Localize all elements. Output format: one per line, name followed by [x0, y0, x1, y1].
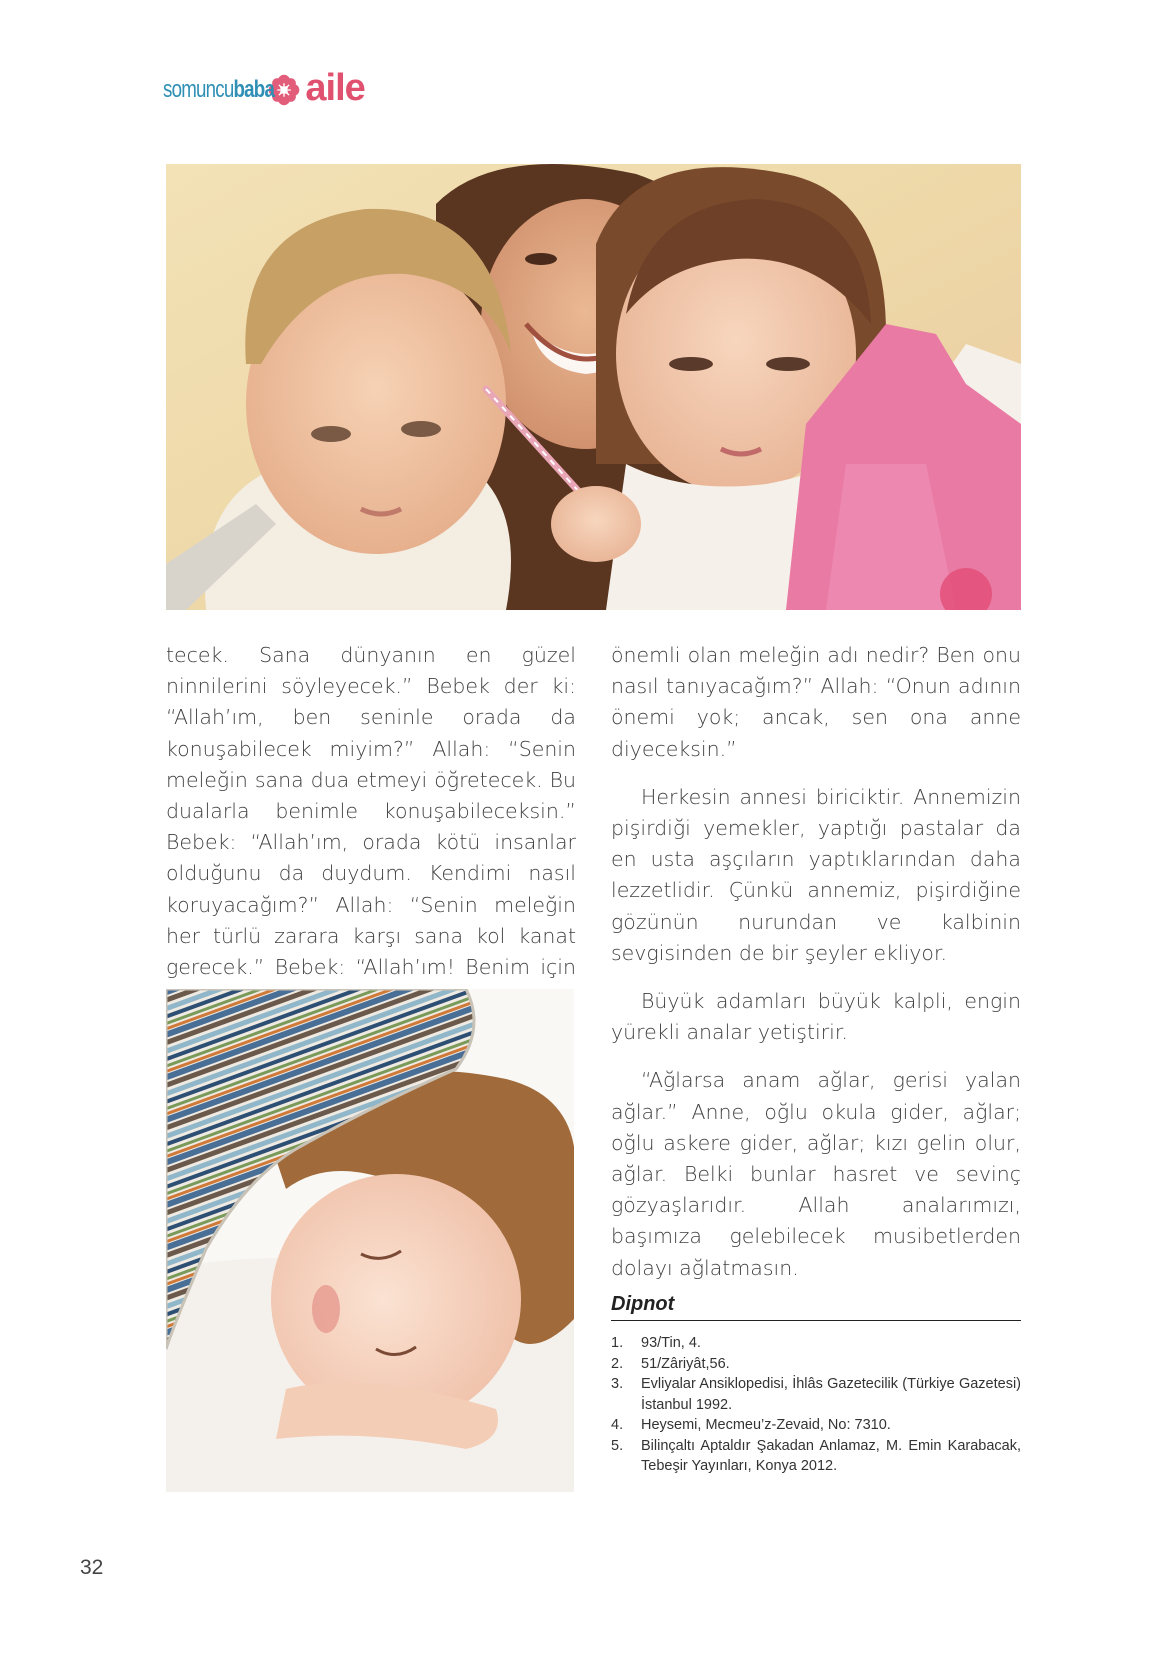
footnote-item: [611, 1436, 1021, 1477]
right-paragraph-2: Herkesin annesi biriciktir. Annemizin pişirdiği yemekler, yaptığı pastalar da en usta aşçıların yaptıklarından daha lezzetlidir. Çünkü annemiz, pişirdiğine gözünün nurundan ve kalbinin sevgisinden de bir şeyler ekliyor.: [611, 784, 1021, 965]
logo-text-aile: aile: [305, 67, 365, 109]
footnote-text: 51/Zâriyât,56.: [641, 1355, 730, 1372]
footnote-number: 2.: [611, 1355, 624, 1372]
mother-with-two-children-photo: [166, 164, 1021, 610]
footnote-item: [611, 1333, 1021, 1354]
footnote-text: Evliyalar Ansiklopedisi, İhlâs Gazetecilik (Türkiye Gazetesi) İstanbul 1992.: [641, 1376, 1021, 1413]
footnotes-list: [611, 1333, 1021, 1477]
left-text-column: [166, 640, 576, 1014]
footnote-text: Bilinçaltı Aptaldır Şakadan Anlamaz, M. Emin Karabacak, Tebeşir Yayınları, Konya 2012.: [641, 1437, 1021, 1474]
footnote-number: 1.: [611, 1335, 624, 1351]
logo-wordmark: [163, 76, 274, 104]
footnote-number: 3.: [611, 1376, 624, 1392]
right-paragraph-4: “Ağlarsa anam ağlar, gerisi yalan ağlar.” Anne, oğlu okula gider, ağlar; oğlu askere gider, ağlar; kızı gelin olur, ağlar. Belki bunlar hasret ve sevinç gözyaşlarıdır. Allah analarımızı, başımıza gelebilecek musibetlerden dolayı ağlatmasın.: [611, 1068, 1021, 1280]
page-number: 32: [80, 1556, 104, 1579]
logo-text-baba: baba: [233, 76, 275, 103]
sleeping-child-photo: [166, 989, 574, 1492]
footnote-number: 5.: [611, 1437, 624, 1454]
right-paragraph-1: önemli olan meleğin adı nedir? Ben onu nasıl tanıyacağım?” Allah: “Onun adının önemi yok; ancak, sen ona anne diyeceksin.”: [611, 643, 1021, 761]
footnote-number: 4.: [611, 1417, 624, 1433]
left-paragraph: tecek. Sana dünyanın en güzel ninnilerini söyleyecek.” Bebek der ki: “Allah’ım, ben seninle orada da konuşabilecek miyim?” Allah: “Senin meleğin sana dua etmeyi öğretecek. Bu dualarla benimle konuşabileceksin.” Bebek: “Allah’ım, orada kötü insanlar olduğunu da duydum. Kendimi nasıl koruyacağım?” Allah: “Senin meleğin her türlü zarara karşı sana kol kanat gerecek.” Bebek: “Allah’ım! Benim için: [166, 643, 576, 980]
footnote-item: [611, 1374, 1021, 1415]
footnote-item: [611, 1354, 1021, 1375]
footnote-text: Heysemi, Mecmeu’z-Zevaid, No: 7310.: [641, 1417, 891, 1433]
right-paragraph-3: Büyük adamları büyük kalpli, engin yürekli analar yetiştirir.: [611, 989, 1021, 1045]
footnotes-title: Dipnot: [611, 1293, 1021, 1321]
footnote-item: [611, 1415, 1021, 1436]
magazine-logo: [163, 67, 365, 110]
footnote-text: 93/Tin, 4.: [641, 1335, 701, 1351]
logo-text-somuncu: somuncu: [163, 76, 234, 103]
right-text-column: [611, 640, 1021, 1284]
